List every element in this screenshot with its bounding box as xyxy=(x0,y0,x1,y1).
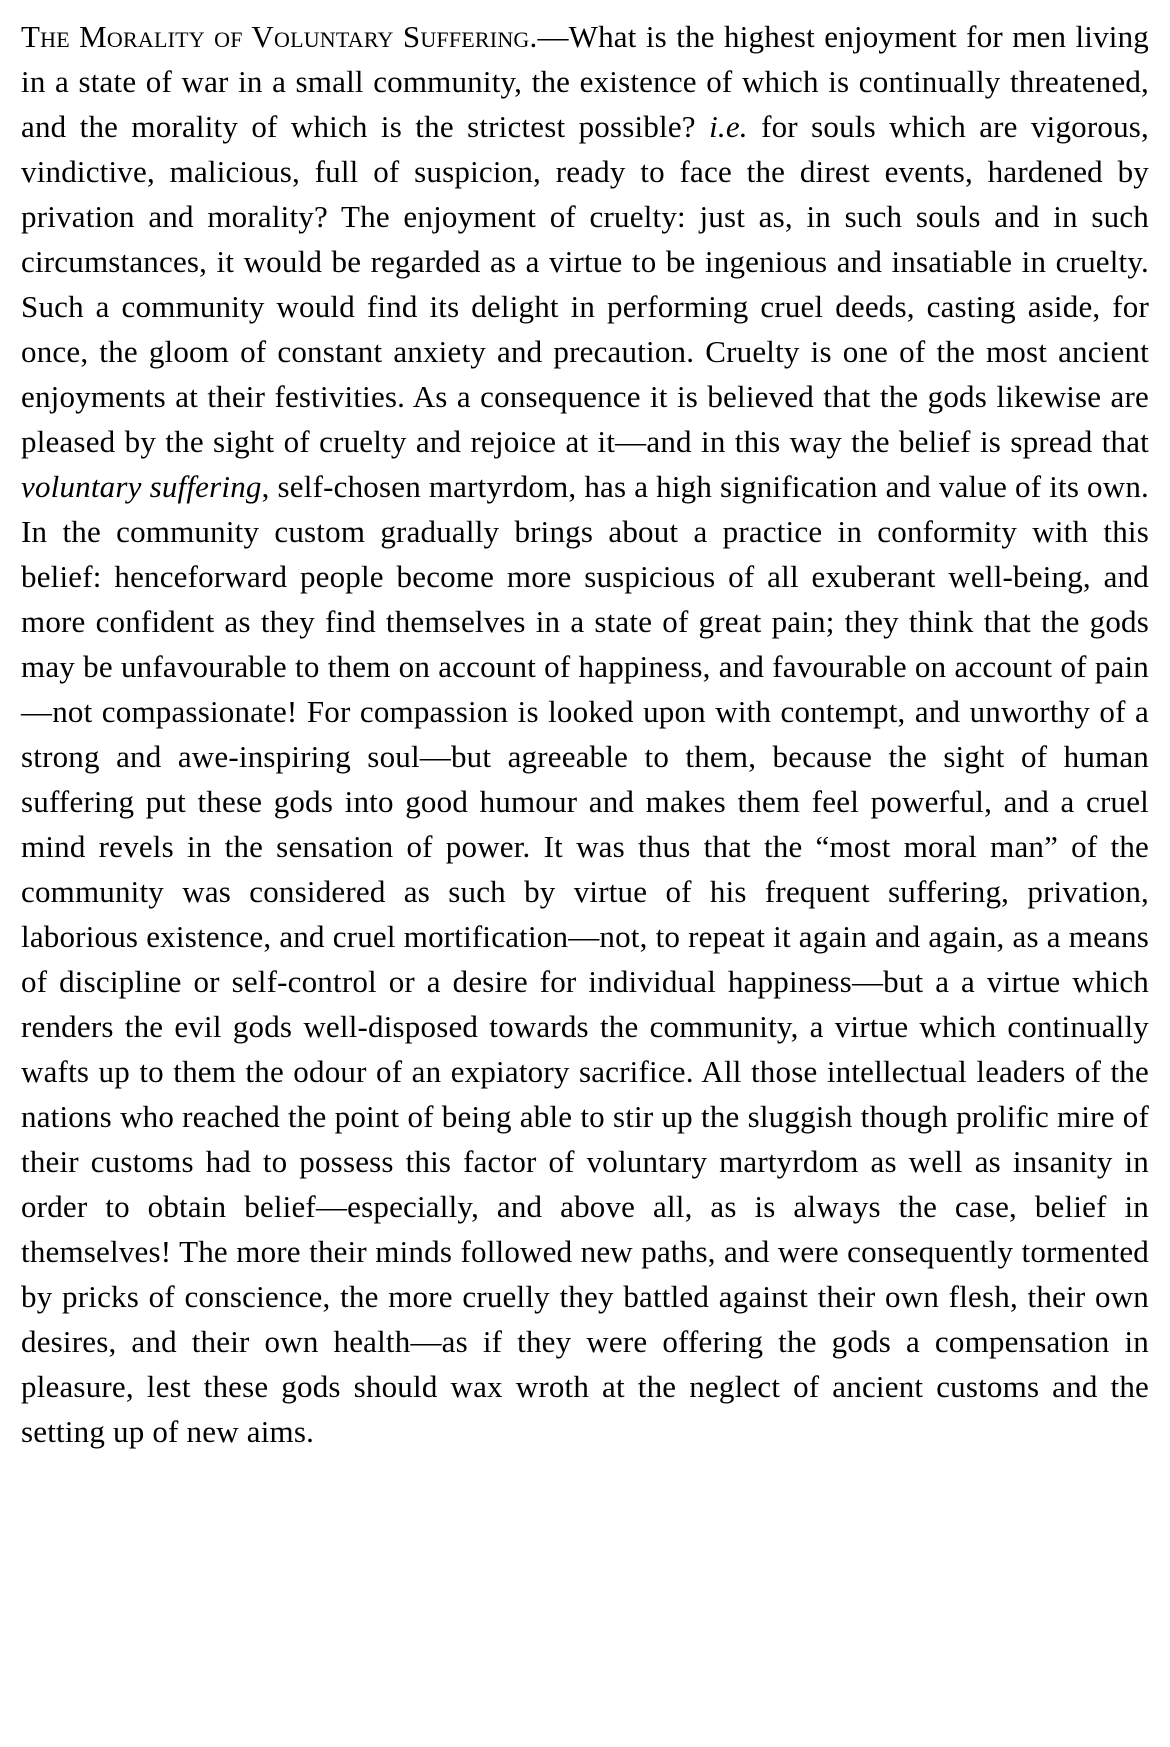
paragraph-voluntary-suffering xyxy=(21,14,1149,1454)
text-segment-italic: voluntary suffering xyxy=(21,469,262,504)
text-segment-smallcaps: The Morality of Voluntary Suffering. xyxy=(21,19,538,54)
text-segment-normal: —What is the highest enjoyment for men living in a state of war in a small community, the existence of which is continually threatened, and the morality of which is the strictest possible? xyxy=(21,19,1150,144)
text-segment-normal: for souls which are vigorous, vindictive, malicious, full of suspicion, ready to face the direst events, hardened by privation and morality? The enjoyment of cruelty: just as, in such souls and in such circumstances, it would be regarded as a virtue to be ingenious and insatiable in cruelty. Such a community would find its delight in performing cruel deeds, casting aside, for once, the gloom of constant anxiety and precaution. Cruelty is one of the most ancient enjoyments at their festivities. As a consequence it is believed that the gods likewise are pleased by the sight of cruelty and rejoice at it—and in this way the belief is spread that xyxy=(21,109,1149,459)
text-segment-italic: i.e. xyxy=(709,109,748,144)
text-segment-normal: , self-chosen martyrdom, has a high signification and value of its own. In the community custom gradually brings about a practice in conformity with this belief: henceforward people become more suspicious of all exuberant well-being, and more confident as they find themselves in a state of great pain; they think that the gods may be unfavourable to them on account of happiness, and favourable on account of pain—not compassionate! For compassion is looked upon with contempt, and unworthy of a strong and awe-inspiring soul—but agreeable to them, because the sight of human suffering put these gods into good humour and makes them feel powerful, and a cruel mind revels in the sensation of power. It was thus that the “most moral man” of the community was considered as such by virtue of his frequent suffering, privation, laborious existence, and cruel mortification—not, to repeat it again and again, as a means of discipline or self-control or a desire for individual happiness—but a a virtue which renders the evil gods well-disposed towards the community, a virtue which continually wafts up to them the odour of an expiatory sacrifice. All those intellectual leaders of the nations who reached the point of being able to stir up the sluggish though prolific mire of their customs had to possess this factor of voluntary martyrdom as well as insanity in order to obtain belief—especially, and above all, as is always the case, belief in themselves! The more their minds followed new paths, and were consequently tormented by pricks of conscience, the more cruelly they battled against their own flesh, their own desires, and their own health—as if they were offering the gods a compensation in pleasure, lest these gods should wax wroth at the neglect of ancient customs and the setting up of new aims. xyxy=(21,469,1149,1449)
